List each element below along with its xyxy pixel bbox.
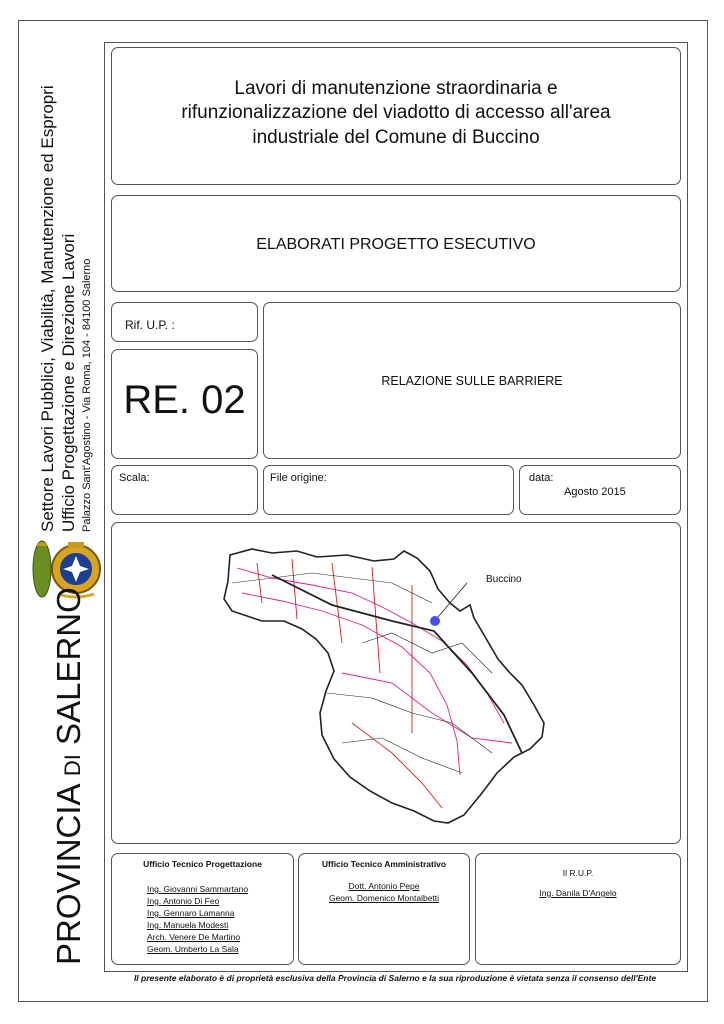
rif-label: Rif. U.P. : — [125, 318, 175, 332]
section-title: ELABORATI PROGETTO ESECUTIVO — [256, 236, 536, 253]
office-progettazione-box — [111, 853, 294, 965]
province-name — [50, 587, 88, 965]
staff-name: Ing. Danila D'Angelo — [539, 888, 617, 898]
office-name: Ufficio Progettazione e Direzione Lavori — [59, 233, 78, 532]
code-box — [111, 349, 258, 459]
staff-name: Dott. Antonio Pepe — [348, 881, 420, 891]
office-amministrativo-names — [299, 880, 469, 904]
staff-name: Geom. Domenico Montalbetti — [328, 893, 440, 903]
ownership-notice: Il presente elaborato è di proprietà esclusiva della Provincia di Salerno e la sua riproduzione è vietata senza il consenso dell'Ente — [133, 973, 657, 983]
scale-box — [111, 465, 258, 515]
rup-names — [476, 887, 680, 899]
province-map — [112, 523, 680, 843]
date-value: Agosto 2015 — [564, 486, 626, 498]
staff-name: Ing. Antonio Di Feo — [147, 896, 220, 906]
project-title-line-3: industriale del Comune di Buccino — [252, 127, 540, 148]
office-amministrativo-title: Ufficio Tecnico Amministrativo — [321, 859, 447, 869]
description-box — [263, 302, 681, 459]
province-city: SALERNO — [50, 587, 87, 745]
office-address: Palazzo Sant'Agostino - Via Roma, 104 - 84100 Salerno — [81, 258, 93, 532]
sector-name: Settore Lavori Pubblici, Viabilità, Manutenzione ed Espropri — [38, 85, 57, 532]
date-box — [519, 465, 681, 515]
map-box — [111, 522, 681, 844]
province-di: DI — [60, 754, 85, 777]
staff-name: Geom. Umberto La Sala — [147, 944, 239, 954]
buccino-marker — [430, 616, 440, 626]
office-progettazione-title: Ufficio Tecnico Progettazione — [143, 859, 262, 869]
scale-label: Scala: — [119, 472, 150, 484]
buccino-label: Buccino — [486, 574, 522, 585]
file-label: File origine: — [270, 472, 327, 484]
date-label: data: — [529, 472, 554, 484]
rup-box — [475, 853, 681, 965]
staff-name: Ing. Giovanni Sammartano — [147, 884, 249, 894]
staff-name: Ing. Gennaro Lamanna — [147, 908, 235, 918]
document-code: RE. 02 — [123, 378, 246, 422]
file-box — [263, 465, 514, 515]
province-outline — [224, 549, 544, 823]
document-description: RELAZIONE SULLE BARRIERE — [381, 374, 563, 388]
project-title-box — [111, 47, 681, 185]
staff-name: Arch. Venere De Martino — [147, 932, 241, 942]
rup-title: Il R.U.P. — [562, 868, 594, 878]
office-progettazione-names — [147, 883, 248, 955]
province-word: PROVINCIA — [50, 785, 87, 965]
project-title-line-1: Lavori di manutenzione straordinaria e — [234, 78, 558, 99]
section-box — [111, 195, 681, 292]
office-amministrativo-box — [298, 853, 470, 965]
rif-box — [111, 302, 258, 342]
project-title-line-2: rifunzionalizzazione del viadotto di accesso all'area — [181, 102, 611, 123]
staff-name: Ing. Manuela Modesti — [147, 920, 229, 930]
